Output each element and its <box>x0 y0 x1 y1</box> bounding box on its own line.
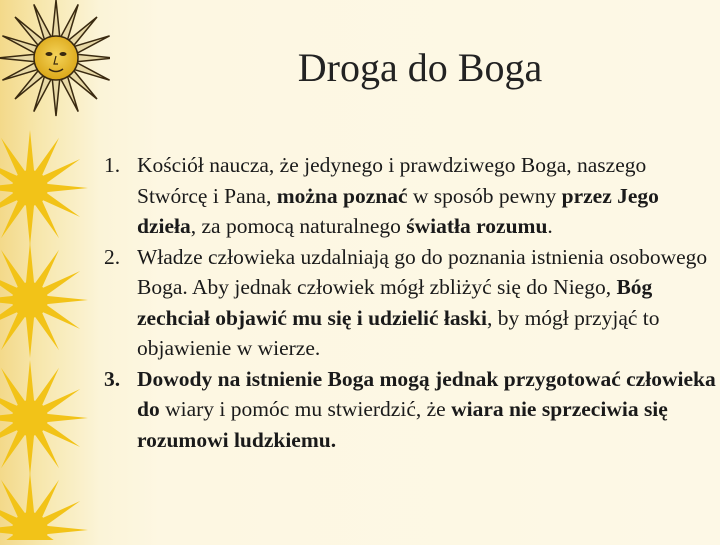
sun-face-icon <box>0 0 110 116</box>
sun-icon <box>0 242 88 358</box>
list-item-1 <box>104 150 716 242</box>
list-text-2 <box>137 245 707 361</box>
list-item-2 <box>104 242 716 364</box>
item-1-bold-segment: światła rozumu <box>406 214 548 238</box>
item-2-bold-segment: Bóg zechciał objawić mu się i udzielić łaski <box>137 275 653 330</box>
slide-title: Droga do Boga <box>297 45 543 90</box>
item-2-segment: , by mógł przyjąć to objawienie w wierze. <box>137 305 660 360</box>
decorative-sun-column <box>0 0 110 540</box>
list-text-1 <box>137 153 659 238</box>
sun-icon <box>0 360 88 476</box>
item-1-segment: . <box>547 214 553 238</box>
item-1-segment: , za pomocą naturalnego <box>190 214 407 238</box>
list-number-2: 2. <box>104 244 121 269</box>
item-3-bold-segment: wiara nie sprzeciwia się rozumowi ludzkiemu. <box>137 397 668 452</box>
list-number-3: 3. <box>104 366 121 391</box>
sun-column-graphic <box>0 0 110 540</box>
item-1-bold-segment: można poznać <box>276 183 408 208</box>
item-3-bold-segment: Dowody na istnienie Boga mogą jednak przygotować człowieka do <box>137 366 716 421</box>
list-text-3 <box>137 367 716 452</box>
numbered-list <box>104 150 716 455</box>
item-1-segment: Kościół naucza, że jedynego i prawdziwego Boga, naszego Stwórcę i Pana, <box>137 153 647 208</box>
list-number-1: 1. <box>104 153 121 177</box>
item-1-bold-segment: przez Jego dzieła <box>137 183 659 238</box>
list-item-3 <box>104 364 716 456</box>
sun-icon <box>0 130 88 246</box>
sun-icon <box>0 472 88 540</box>
item-1-segment: w sposób pewny <box>407 183 562 208</box>
item-3-segment: wiary i pomóc mu stwierdzić, że <box>159 397 452 421</box>
item-2-segment: Władze człowieka uzdalniają go do poznania istnienia osobowego Boga. Aby jednak człowiek mógł zbliżyć się do Niego, <box>137 244 708 299</box>
